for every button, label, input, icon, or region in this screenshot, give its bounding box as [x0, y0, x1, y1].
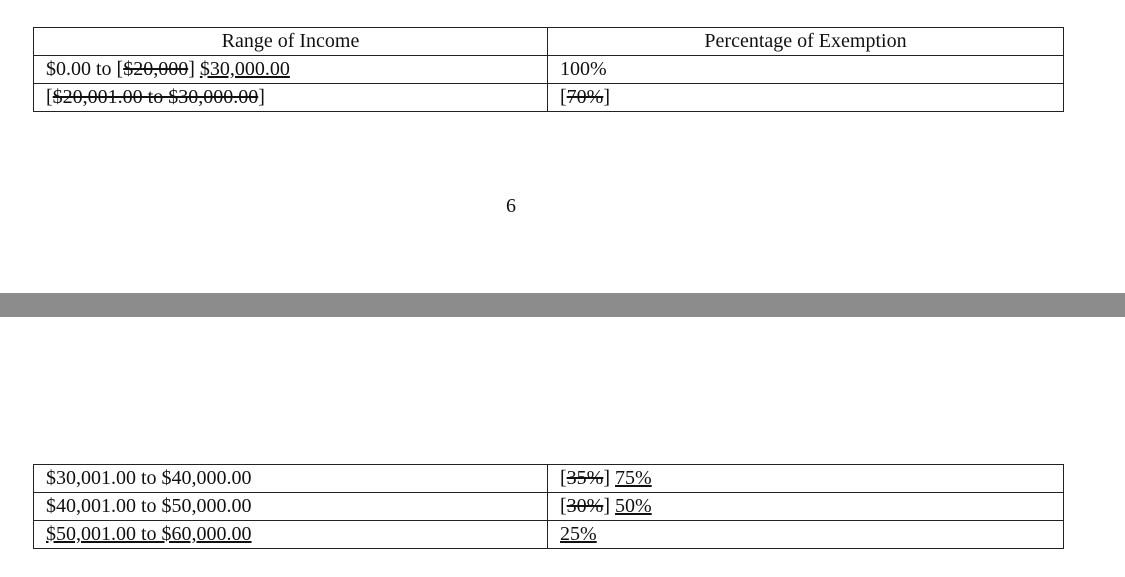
bracket-text: ] [258, 86, 265, 108]
bracket-text: [ [560, 467, 567, 489]
range-text: ] [188, 58, 200, 80]
percent-cell: 100% [548, 56, 1064, 84]
range-cell: $30,001.00 to $40,000.00 [34, 465, 548, 493]
table-header-row [34, 28, 1064, 56]
range-cell: $40,001.00 to $50,000.00 [34, 493, 548, 521]
bracket-text: [ [560, 86, 567, 108]
range-cell [34, 84, 548, 112]
table-row [34, 56, 1064, 84]
percent-cell [548, 493, 1064, 521]
deleted-text: $20,001.00 to $30,000.00 [52, 86, 259, 108]
percent-cell [548, 84, 1064, 112]
deleted-text: 35% [566, 467, 604, 489]
bracket-text: [ [46, 86, 53, 108]
inserted-text: 50% [615, 495, 652, 517]
range-cell [34, 56, 548, 84]
inserted-text: 25% [560, 523, 597, 545]
income-exemption-table-bottom [33, 464, 1064, 549]
range-cell [34, 521, 548, 549]
header-range-of-income: Range of Income [34, 28, 548, 56]
deleted-text: 30% [566, 495, 604, 517]
bracket-text: ] [603, 86, 611, 108]
header-percentage-of-exemption: Percentage of Exemption [548, 28, 1064, 56]
inserted-text: $50,001.00 to $60,000.00 [46, 523, 252, 545]
page-break-divider [0, 293, 1125, 317]
percent-cell [548, 521, 1064, 549]
percent-cell [548, 465, 1064, 493]
table-row [34, 493, 1064, 521]
table-row [34, 84, 1064, 112]
bracket-text: ] [603, 467, 616, 489]
deleted-text: 70% [566, 86, 604, 108]
inserted-text: $30,000.00 [199, 58, 290, 80]
table-row [34, 521, 1064, 549]
page-number: 6 [506, 195, 516, 217]
inserted-text: 75% [615, 467, 652, 489]
deleted-text: $20,000 [123, 58, 189, 80]
table-row [34, 465, 1064, 493]
bracket-text: [ [560, 495, 567, 517]
range-text: $0.00 to [ [46, 58, 124, 80]
income-exemption-table-top [33, 27, 1064, 112]
bracket-text: ] [603, 495, 616, 517]
